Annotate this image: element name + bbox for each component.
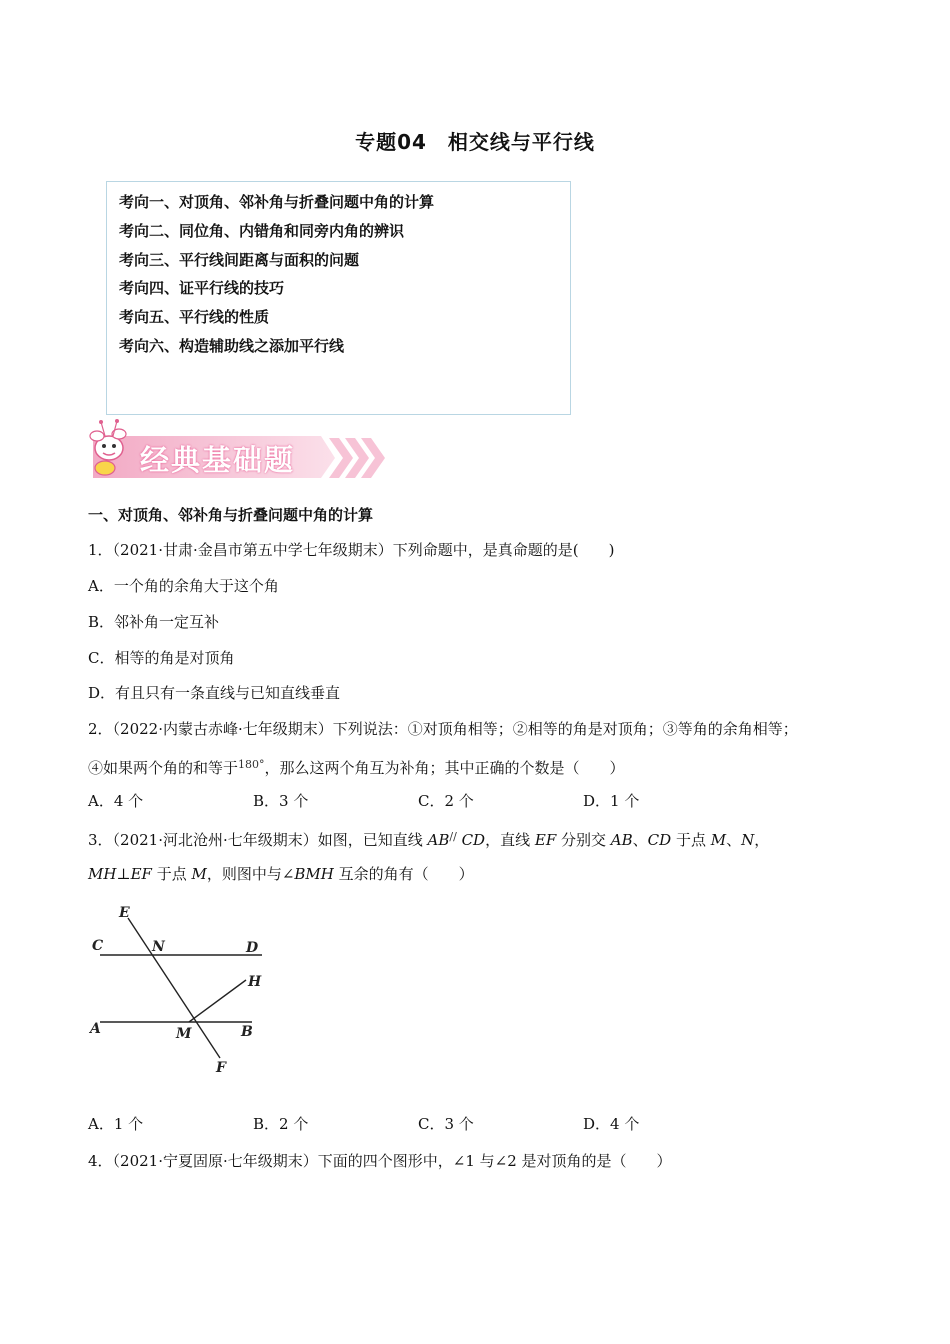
q2-option-d: D．1 个 (583, 792, 640, 810)
q3-var: M (710, 831, 727, 849)
q3-var: CD (647, 831, 672, 849)
banner-text: 经典基础题 (140, 443, 296, 477)
q3-text: 于点 (151, 865, 192, 883)
line-ef (128, 918, 220, 1058)
q3-var: AB (610, 831, 633, 849)
q3-option-a: A．1 个 (88, 1115, 144, 1133)
q1-option-c: C．相等的角是对顶角 (88, 649, 235, 667)
q3-text: 、 (726, 831, 742, 849)
question-4-stem: 4．（2021·宁夏固原·七年级期末）下面的四个图形中，∠1 与∠2 是对顶角的是（ ） (88, 1152, 672, 1170)
q3-var: BMH (294, 865, 334, 883)
question-3-line2 (88, 864, 474, 884)
toc-item: 考向四、证平行线的技巧 (119, 279, 285, 298)
q1-option-b: B．邻补角一定互补 (88, 613, 220, 631)
q3-text: ， (754, 831, 770, 849)
q3-text: 于点 (671, 831, 711, 849)
q3-var: EF (534, 831, 557, 849)
q2-option-c: C．2 个 (418, 792, 474, 810)
q1-option-a: A．一个角的余角大于这个角 (88, 577, 279, 595)
q3-text: 3．（2021·河北沧州·七年级期末）如图，已知直线 (88, 831, 428, 849)
question-2-line2 (88, 755, 625, 778)
q3-text: 互余的角有（ ） (333, 865, 474, 883)
q3-text: 、 (632, 831, 648, 849)
q2-text: ，那么这两个角互为补角；其中正确的个数是（ ） (264, 759, 625, 777)
toc-item: 考向六、构造辅助线之添加平行线 (119, 336, 345, 355)
label-h: H (248, 974, 262, 990)
q3-text: ，直线 (485, 831, 535, 849)
label-n: N (152, 939, 165, 955)
label-m: M (176, 1026, 192, 1042)
question-3-line1 (88, 827, 769, 850)
q3-var: AB (427, 831, 450, 849)
label-e: E (119, 905, 130, 921)
q3-option-b: B．2 个 (253, 1115, 309, 1133)
q3-text: ，则图中与∠ (206, 865, 295, 883)
q3-var: CD (456, 831, 486, 849)
q1-option-d: D．有且只有一条直线与已知直线垂直 (88, 684, 341, 702)
q3-parallel: // (449, 830, 457, 843)
question-2-line1: 2．（2022·内蒙古赤峰·七年级期末）下列说法：①对顶角相等；②相等的角是对顶角；③等角的余角相等； (88, 720, 798, 738)
q3-option-d: D．4 个 (583, 1115, 640, 1133)
label-f: F (216, 1060, 226, 1076)
ray-mh (189, 980, 246, 1022)
q3-var: MH (88, 865, 117, 883)
label-d: D (246, 940, 259, 956)
toc-item: 考向三、平行线间距离与面积的问题 (119, 250, 360, 269)
q2-option-a: A．4 个 (88, 792, 144, 810)
q2-degree: 180° (238, 758, 265, 771)
geometry-figure (84, 898, 274, 1078)
chevron-icon (329, 438, 385, 478)
label-c: C (92, 938, 104, 954)
q2-option-b: B．3 个 (253, 792, 309, 810)
q3-var: EF (130, 865, 152, 883)
q3-var: N (741, 831, 755, 849)
label-b: B (241, 1024, 253, 1040)
toc-item: 考向二、同位角、内错角和同旁内角的辨识 (119, 221, 405, 240)
toc-item: 考向五、平行线的性质 (119, 308, 270, 327)
page-title: 专题04 相交线与平行线 (355, 130, 595, 154)
section-heading: 一、对顶角、邻补角与折叠问题中角的计算 (88, 506, 374, 524)
q3-text: 分别交 (556, 831, 611, 849)
q3-perp: ⊥ (116, 865, 131, 883)
q3-var: M (191, 865, 207, 883)
toc-box (106, 181, 571, 415)
label-a: A (90, 1021, 101, 1037)
q3-option-c: C．3 个 (418, 1115, 474, 1133)
toc-item: 考向一、对顶角、邻补角与折叠问题中角的计算 (119, 193, 435, 211)
question-1-stem: 1．（2021·甘肃·金昌市第五中学七年级期末）下列命题中，是真命题的是( ) (88, 541, 615, 559)
q2-text: ④如果两个角的和等于 (88, 759, 239, 777)
